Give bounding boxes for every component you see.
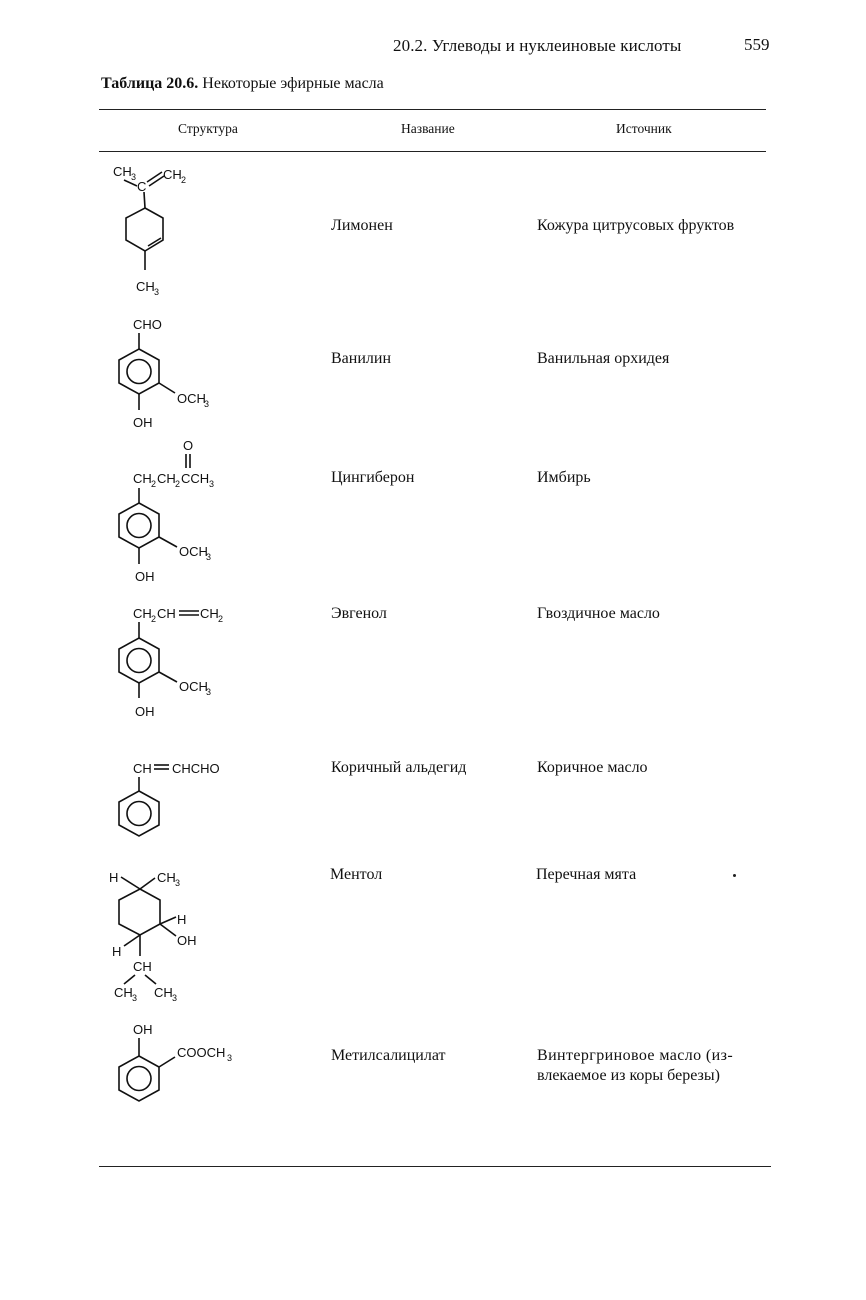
structure-methyl-salicylate bbox=[100, 1016, 250, 1111]
row-source-eugenol: Гвоздичное масло bbox=[537, 605, 660, 622]
svg-text:CH: CH bbox=[113, 164, 132, 179]
svg-text:2: 2 bbox=[175, 479, 181, 489]
row-name-eugenol: Эвгенол bbox=[331, 605, 387, 622]
svg-text:O: O bbox=[183, 438, 194, 453]
svg-text:3: 3 bbox=[154, 287, 160, 297]
svg-text:C: C bbox=[137, 179, 147, 194]
svg-text:CH: CH bbox=[133, 471, 152, 486]
column-header-source: Источник bbox=[616, 121, 672, 136]
row-name-zingerone: Цингиберон bbox=[331, 469, 415, 486]
svg-text:OH: OH bbox=[135, 704, 155, 719]
svg-text:3: 3 bbox=[131, 172, 137, 182]
svg-text:CH: CH bbox=[157, 606, 176, 621]
svg-text:3: 3 bbox=[132, 993, 138, 1003]
stray-mark bbox=[733, 874, 736, 877]
structure-menthol bbox=[100, 862, 240, 1004]
svg-text:CH: CH bbox=[133, 606, 152, 621]
row-name-cinnamaldehyde: Коричный альдегид bbox=[331, 759, 467, 776]
svg-text:CH: CH bbox=[157, 471, 176, 486]
svg-text:CHCHO: CHCHO bbox=[172, 761, 220, 776]
table-top-rule bbox=[99, 109, 766, 110]
svg-text:CH: CH bbox=[157, 870, 176, 885]
table-caption-text: Некоторые эфирные масла bbox=[202, 75, 384, 92]
table-caption bbox=[101, 75, 384, 93]
svg-text:3: 3 bbox=[172, 993, 178, 1003]
svg-text:H: H bbox=[109, 870, 119, 885]
row-name-menthol: Ментол bbox=[330, 866, 383, 883]
svg-text:CCH: CCH bbox=[181, 471, 210, 486]
svg-text:2: 2 bbox=[151, 479, 157, 489]
svg-text:OCH: OCH bbox=[177, 391, 206, 406]
table-header-rule bbox=[99, 151, 766, 152]
svg-text:H: H bbox=[177, 912, 187, 927]
svg-text:CH: CH bbox=[163, 167, 182, 182]
structure-zingerone bbox=[100, 436, 240, 586]
svg-text:CH: CH bbox=[133, 761, 152, 776]
svg-text:CH: CH bbox=[200, 606, 219, 621]
row-name-vanillin: Ванилин bbox=[331, 350, 392, 367]
svg-text:OCH: OCH bbox=[179, 679, 208, 694]
svg-text:3: 3 bbox=[209, 479, 215, 489]
svg-text:CH: CH bbox=[133, 959, 152, 974]
row-name-limonene: Лимонен bbox=[331, 217, 393, 234]
svg-text:2: 2 bbox=[218, 614, 224, 624]
structure-vanillin bbox=[100, 312, 240, 434]
page-number: 559 bbox=[744, 35, 770, 54]
svg-text:3: 3 bbox=[175, 878, 181, 888]
svg-text:CH: CH bbox=[154, 985, 173, 1000]
svg-text:OH: OH bbox=[135, 569, 155, 584]
row-source-zingerone: Имбирь bbox=[537, 469, 591, 486]
running-head: 20.2. Углеводы и нуклеиновые кислоты bbox=[393, 36, 682, 55]
svg-text:3: 3 bbox=[204, 399, 210, 409]
row-source-methyl-salicylate-line1: Винтергриновое масло (из- bbox=[537, 1047, 734, 1064]
svg-text:OCH: OCH bbox=[179, 544, 208, 559]
svg-text:3: 3 bbox=[206, 552, 212, 562]
svg-text:OH: OH bbox=[133, 415, 153, 430]
structure-cinnamaldehyde bbox=[100, 754, 240, 849]
svg-text:3: 3 bbox=[227, 1053, 233, 1063]
svg-text:2: 2 bbox=[181, 175, 187, 185]
svg-text:3: 3 bbox=[206, 687, 212, 697]
structure-limonene bbox=[100, 158, 220, 298]
row-source-methyl-salicylate-line2: влекаемое из коры березы) bbox=[537, 1067, 720, 1084]
row-source-cinnamaldehyde: Коричное масло bbox=[537, 759, 648, 776]
row-source-menthol: Перечная мята bbox=[536, 866, 637, 883]
svg-text:OH: OH bbox=[133, 1022, 153, 1037]
row-name-methyl-salicylate: Метилсалицилат bbox=[331, 1047, 446, 1064]
svg-text:CHO: CHO bbox=[133, 317, 162, 332]
table-caption-label: Таблица 20.6. bbox=[101, 75, 199, 92]
structure-eugenol bbox=[100, 600, 240, 722]
svg-text:CH: CH bbox=[136, 279, 155, 294]
row-source-vanillin: Ванильная орхидея bbox=[537, 350, 670, 367]
svg-text:COOCH: COOCH bbox=[177, 1045, 226, 1060]
svg-text:2: 2 bbox=[151, 614, 157, 624]
svg-text:CH: CH bbox=[114, 985, 133, 1000]
row-source-limonene: Кожура цитрусовых фруктов bbox=[537, 217, 735, 234]
column-header-structure: Структура bbox=[178, 121, 238, 136]
column-header-name: Название bbox=[401, 121, 455, 136]
svg-text:OH: OH bbox=[177, 933, 197, 948]
table-bottom-rule bbox=[99, 1166, 771, 1167]
svg-text:H: H bbox=[112, 944, 122, 959]
